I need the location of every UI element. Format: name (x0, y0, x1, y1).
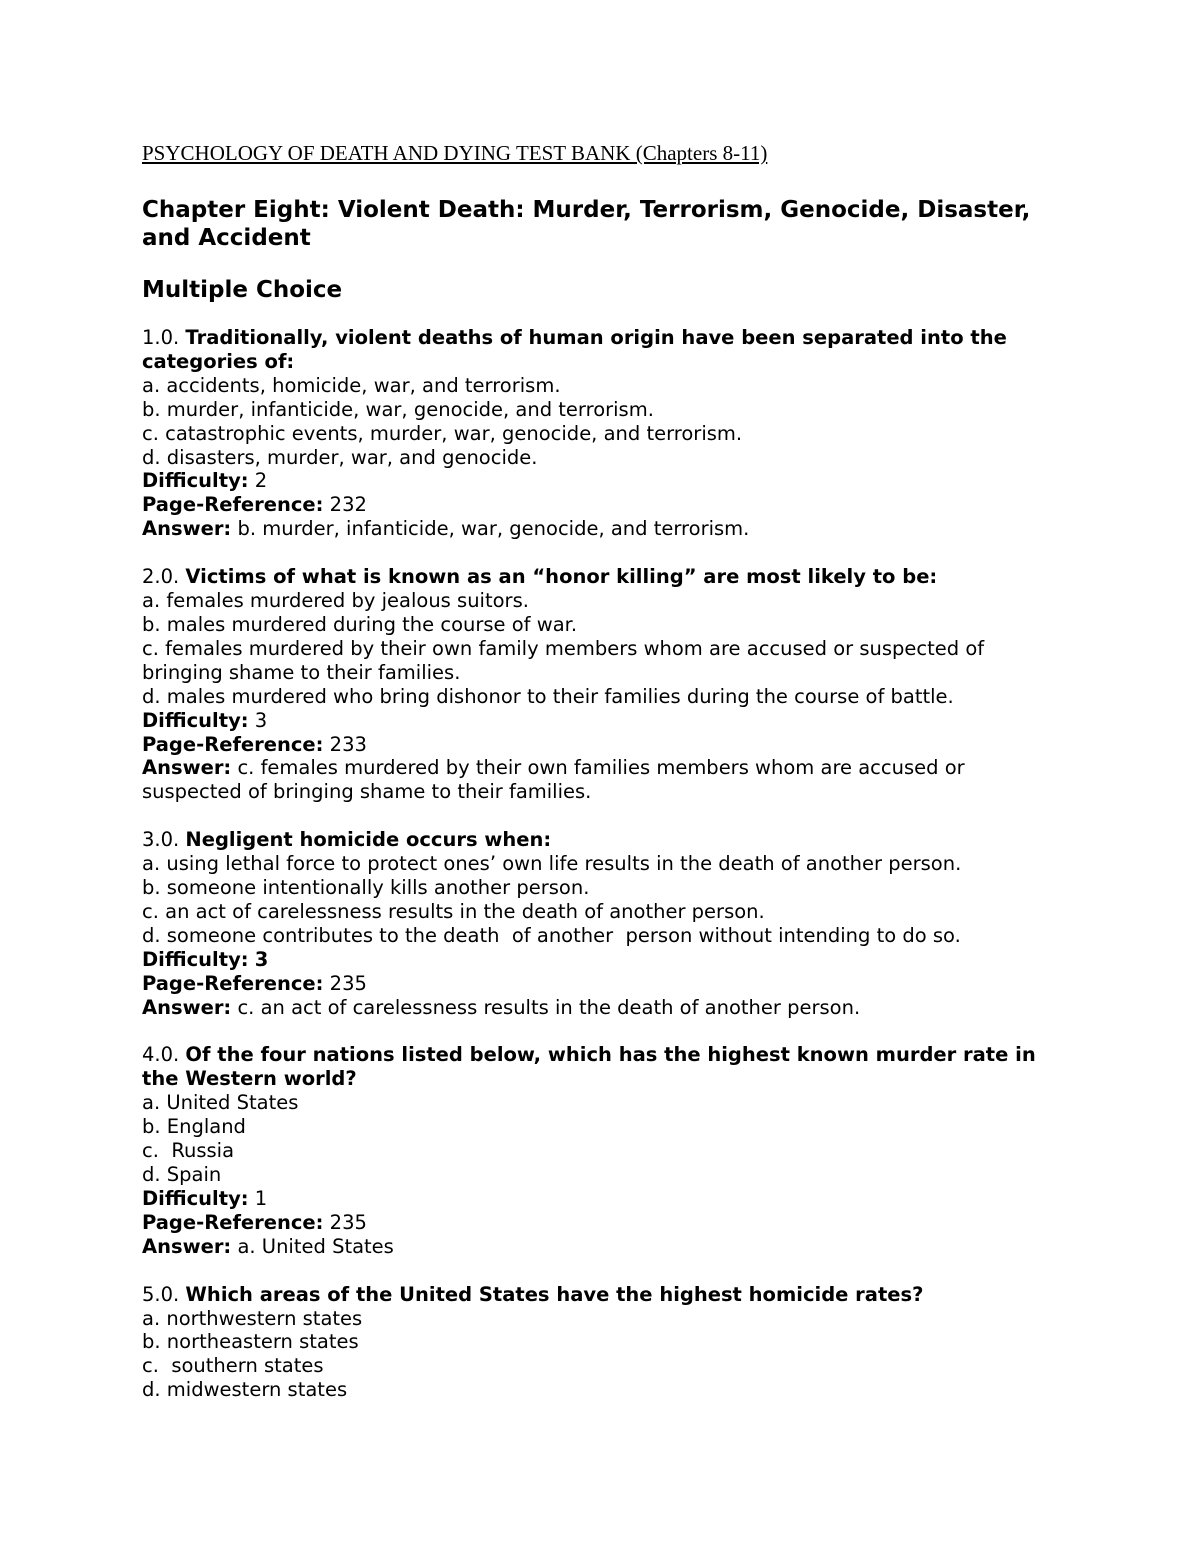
question-number: 4.0. (142, 1043, 180, 1067)
option-d: d. males murdered who bring dishonor to their families during the course of battle. (142, 684, 954, 708)
difficulty-value: 1 (254, 1186, 268, 1210)
question-stem (142, 565, 1062, 589)
difficulty-line (142, 948, 1062, 972)
question-text: Victims of what is known as an “honor killing” are most likely to be: (185, 565, 938, 589)
question-1 (142, 326, 1062, 541)
difficulty-value: 2 (254, 469, 268, 493)
question-text: Traditionally, violent deaths of human origin have been separated into the categories of: (142, 326, 1007, 373)
document-page (142, 140, 1062, 1426)
question-stem (142, 828, 1062, 852)
question-text: Which areas of the United States have the highest homicide rates? (185, 1282, 924, 1306)
page-reference-label: Page-Reference: (142, 971, 324, 995)
option-a: a. using lethal force to protect ones’ own life results in the death of another person. (142, 852, 962, 876)
answer-label: Answer: (142, 995, 232, 1019)
difficulty-label: Difficulty: (142, 1186, 249, 1210)
section-title: Multiple Choice (142, 277, 343, 303)
option-b: b. northeastern states (142, 1330, 359, 1354)
difficulty-line (142, 1187, 1062, 1211)
option-b: b. males murdered during the course of war. (142, 612, 578, 636)
question-4 (142, 1043, 1062, 1258)
option-c: c. Russia (142, 1139, 235, 1163)
question-text: Of the four nations listed below, which has the highest known murder rate in the Western world? (142, 1043, 1036, 1091)
question-number: 3.0. (142, 828, 180, 852)
question-5 (142, 1283, 1062, 1403)
answer-line (142, 756, 1062, 804)
question-3 (142, 828, 1062, 1019)
page-reference-value: 235 (329, 971, 367, 995)
page-reference-value: 233 (329, 732, 367, 756)
answer-label: Answer: (142, 1234, 232, 1258)
chapter-title: Chapter Eight: Violent Death: Murder, Terrorism, Genocide, Disaster, and Accident (142, 197, 1031, 251)
option-b: b. someone intentionally kills another person. (142, 876, 590, 900)
answer-line (142, 517, 1062, 541)
option-c: c. catastrophic events, murder, war, genocide, and terrorism. (142, 421, 743, 445)
question-number: 2.0. (142, 565, 180, 589)
answer-value: c. an act of carelessness results in the death of another person. (237, 995, 861, 1019)
page-reference-value: 232 (329, 493, 367, 517)
page-reference-line (142, 733, 1062, 757)
answer-line (142, 996, 1062, 1020)
page-reference-line (142, 1211, 1062, 1235)
option-d: d. disasters, murder, war, and genocide. (142, 445, 538, 469)
question-stem (142, 326, 1062, 374)
page-reference-line (142, 493, 1062, 517)
answer-value: a. United States (237, 1234, 394, 1258)
difficulty-value: 3 (254, 947, 269, 971)
question-number: 1.0. (142, 326, 180, 349)
question-stem (142, 1283, 1062, 1307)
document-title: PSYCHOLOGY OF DEATH AND DYING TEST BANK (Chapters 8-11) (142, 141, 768, 165)
option-a: a. accidents, homicide, war, and terrorism. (142, 373, 561, 397)
answer-line (142, 1235, 1062, 1259)
difficulty-line (142, 709, 1062, 733)
option-b: b. England (142, 1115, 246, 1139)
page-reference-label: Page-Reference: (142, 493, 324, 517)
option-c: c. an act of carelessness results in the death of another person. (142, 899, 765, 923)
option-c: c. females murdered by their own family members whom are accused or suspected of bringing shame to their families. (142, 636, 991, 684)
option-a: a. United States (142, 1091, 299, 1115)
difficulty-label: Difficulty: (142, 469, 249, 493)
answer-label: Answer: (142, 756, 232, 780)
page-reference-value: 235 (329, 1210, 367, 1234)
page-reference-label: Page-Reference: (142, 732, 324, 756)
question-stem (142, 1043, 1062, 1091)
option-a: a. females murdered by jealous suitors. (142, 589, 529, 613)
answer-value: b. murder, infanticide, war, genocide, and terrorism. (237, 517, 750, 541)
question-number: 5.0. (142, 1282, 180, 1306)
option-d: d. someone contributes to the death of another person without intending to do so. (142, 923, 961, 947)
difficulty-label: Difficulty: (142, 947, 249, 971)
answer-label: Answer: (142, 517, 232, 541)
option-d: d. Spain (142, 1163, 222, 1186)
question-text: Negligent homicide occurs when: (185, 828, 552, 852)
option-a: a. northwestern states (142, 1306, 363, 1330)
question-2 (142, 565, 1062, 804)
page-reference-line (142, 972, 1062, 996)
option-d: d. midwestern states (142, 1378, 348, 1402)
option-c: c. southern states (142, 1354, 324, 1378)
difficulty-label: Difficulty: (142, 708, 249, 732)
difficulty-value: 3 (254, 708, 268, 732)
answer-value: c. females murdered by their own families members whom are accused or suspected of bringing shame to their families. (142, 756, 965, 804)
difficulty-line (142, 469, 1062, 493)
page-reference-label: Page-Reference: (142, 1210, 324, 1234)
option-b: b. murder, infanticide, war, genocide, and terrorism. (142, 397, 654, 421)
